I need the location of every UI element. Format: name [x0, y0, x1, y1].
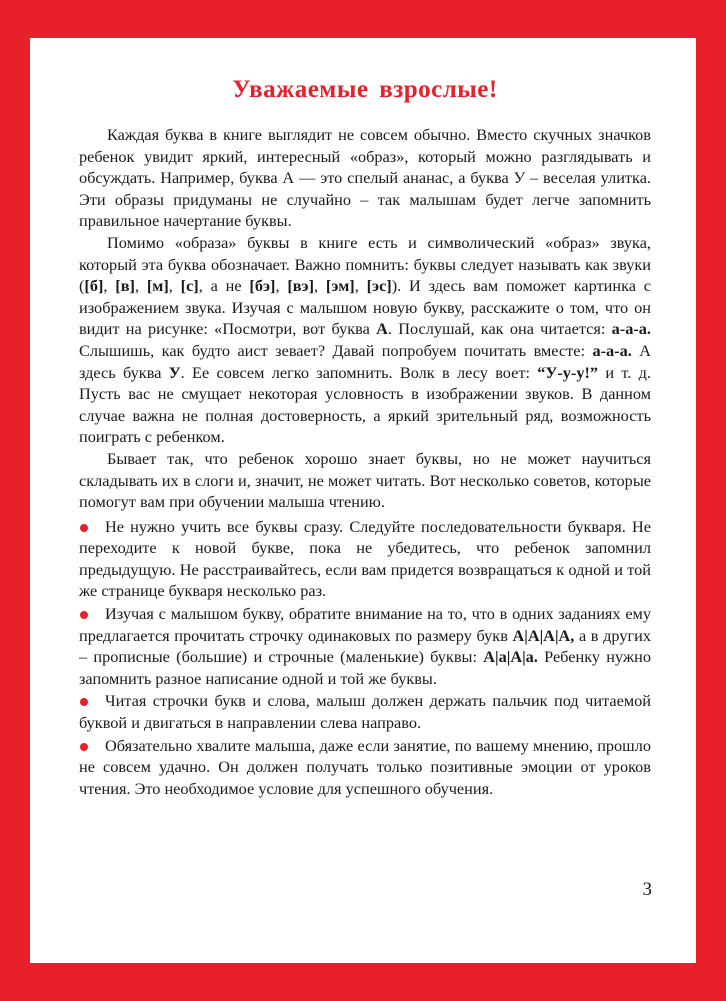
advice-list: [79, 516, 651, 800]
list-item-text: Не нужно учить все буквы сразу. Следуйте последовательности букваря. Не переходите к новой букве, пока не убедитесь, что ребенок запомнил предыдущую. Не расстраивайтесь, если вам придется возвращаться к одной и той же странице букваря несколько раз.: [79, 516, 651, 601]
bullet-dot-icon: [80, 698, 88, 706]
list-item-text: Изучая с малышом букву, обратите внимание на то, что в одних заданиях ему предлагается прочитать строчку одинаковых по размеру букв А|А|А|А, а в других – прописные (большие) и строчные (маленькие) буквы: А|а|А|а. Ребенку нужно запомнить разное написание одной и той же буквы.: [79, 604, 651, 688]
page-title: Уважаемые взрослые!: [232, 76, 498, 103]
bullet-dot-icon: [80, 743, 88, 751]
paragraph-2: Помимо «образа» буквы в книге есть и символический «образ» звука, который эта буква обозначает. Важно помнить: буквы следует называть как звуки ([б], [в], [м], [с], а не [бэ], [вэ], [эм], [эс]). И здесь вам поможет картинка с изображением звука. Изучая с малышом новую букву, расскажите о том, что он видит на рисунке: «Посмотри, вот буква А. Послушай, как она читается: а-а-а. Слышишь, как будто аист зевает? Давай попробуем почитать вместе: а-а-а. А здесь буква У. Ее совсем легко запомнить. Волк в лесу воет: “У-у-у!” и т. д. Пусть вас не смущает некоторая условность в изображении звуков. В данном случае важна не полная достоверность, а яркий зрительный ряд, возможность поиграть с ребенком.: [79, 232, 652, 447]
list-item: [79, 603, 651, 689]
paragraph-1: Каждая буква в книге выглядит не совсем обычно. Вместо скучных значков ребенок увидит яркий, интересный «образ», который можно разглядывать и обсуждать. Например, буква А — это спелый ананас, а буква У – веселая улитка. Эти образы придуманы не случайно – так малышам будет легче запомнить правильное начертание буквы.: [79, 125, 651, 231]
list-item: [79, 690, 651, 733]
bullet-dot-icon: [80, 611, 88, 619]
list-item: [79, 516, 651, 602]
paragraph-3: Бывает так, что ребенок хорошо знает буквы, но не может научиться складывать их в слоги и, значит, не может читать. Вот несколько советов, которые помогут вам при обучении малыша чтению.: [79, 448, 651, 512]
page-number: 3: [642, 879, 652, 900]
list-item-text: Обязательно хвалите малыша, даже если занятие, по вашему мнению, прошло не совсем удачно. Он должен получать только позитивные эмоции от уроков чтения. Это необходимое условие для успешного обучения.: [79, 735, 651, 798]
page-sheet: [30, 38, 696, 963]
list-item: [79, 735, 651, 800]
bullet-dot-icon: [80, 524, 88, 532]
page-content: [79, 76, 651, 800]
list-item-text: Читая строчки букв и слова, малыш должен держать пальчик под читаемой буквой и двигаться в направлении слева направо.: [79, 691, 651, 733]
